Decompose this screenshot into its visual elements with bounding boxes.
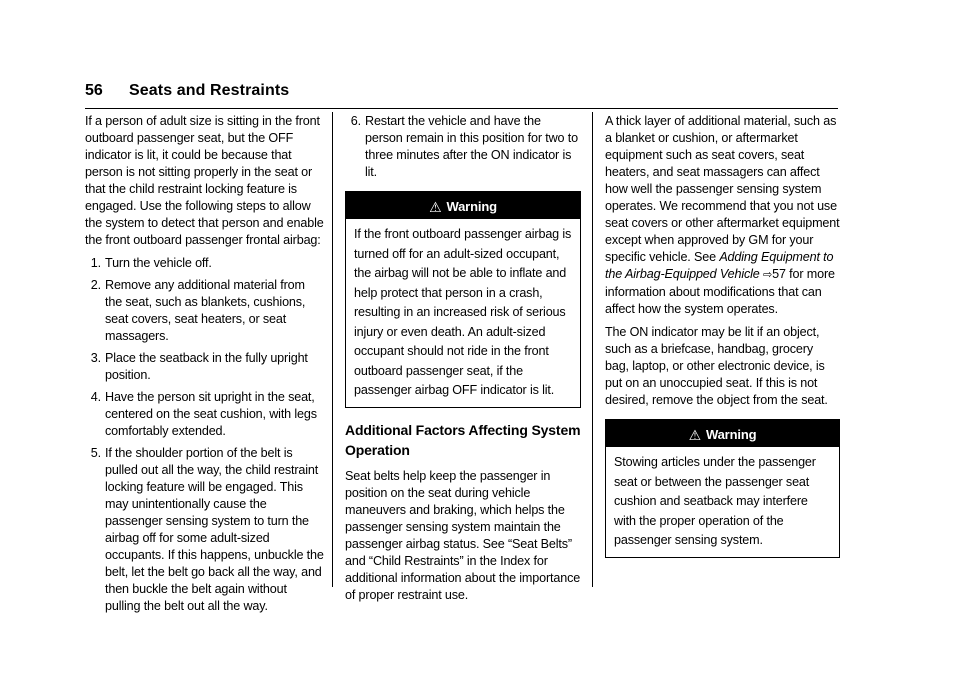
column-divider [332, 112, 333, 587]
subsection-heading: Additional Factors Affecting System Operation [345, 421, 581, 458]
warning-box [605, 419, 840, 558]
list-item: 3. Place the seatback in the fully upright position. [90, 351, 308, 382]
list-item: 2. Remove any additional material from the seat, such as blankets, cushions, seat covers, seat heaters, or seat massagers. [90, 278, 306, 343]
body-paragraph: The ON indicator may be lit if an object, such as a briefcase, handbag, grocery bag, laptop, or other electronic device, is put on an unoccupied seat. If this is not desired, remove the object from the seat. [605, 325, 828, 407]
column-right [605, 113, 840, 570]
intro-paragraph: If a person of adult size is sitting in the front outboard passenger seat, but the OFF indicator is lit, it could be because that person is not sitting properly in the seat or that the child restraint locking feature is engaged. Use the following steps to allow the system to detect that person and enable the front outboard passenger frontal airbag: [85, 114, 324, 247]
body-paragraph: Seat belts help keep the passenger in position on the seat during vehicle maneuvers and braking, which helps the passenger sensing system maintain the passenger airbag status. See “Seat Belts” and “Child Restraints” in the Index for additional information about the importance of proper restraint use. [345, 468, 581, 602]
list-item: 5. If the shoulder portion of the belt is pulled out all the way, the child restraint locking feature will be engaged. This may unintentionally cause the passenger sensing system to turn the airbag off for some adult-sized occupants. If this happens, unbuckle the belt, let the belt go back all the way, and then buckle the belt again without pulling the belt out all the way. [90, 446, 324, 613]
warning-box [345, 191, 581, 408]
body-paragraph: A thick layer of additional material, such as a blanket or cushion, or aftermarket equipment such as seat covers, seat heaters, and seat massagers can affect how well the passenger sensing system operates. We recommend that you not use seat covers or other aftermarket equipment except when approved by GM for your specific vehicle. See Adding Equipment to the Airbag-Equipped Vehicle ⇨57 for more information about modifications that can affect how the system operates. [605, 114, 840, 316]
steps-list-continued [345, 113, 581, 181]
list-item: 1. Turn the vehicle off. [90, 256, 212, 270]
warning-text: If the front outboard passenger airbag is turned off for an adult-sized occupant, the airbag will not be able to inflate and help protect that person in a crash, resulting in an increased risk of serious injury or even death. An adult-sized occupant should not ride in the front outboard passenger seat, if the passenger airbag OFF indicator is lit. [354, 227, 572, 397]
column-left [85, 113, 325, 620]
warning-header [346, 192, 580, 219]
steps-list [85, 255, 325, 615]
warning-title: Warning [446, 199, 497, 214]
warning-title: Warning [705, 427, 757, 442]
warning-triangle-icon: ⚠ [688, 427, 701, 443]
column-divider [592, 112, 593, 587]
page-reference[interactable]: 57 [772, 267, 786, 281]
list-item: 6. Restart the vehicle and have the person remain in this position for two to three minutes after the ON indicator is lit. [350, 114, 578, 179]
warning-text: Stowing articles under the passenger seat or between the passenger seat cushion and seatback may interfere with the proper operation of the passenger sensing system. [614, 455, 816, 547]
page-reference-arrow-icon: ⇨ [763, 269, 773, 281]
page-number: 56 [85, 82, 103, 99]
page-header [85, 82, 838, 109]
column-middle [345, 113, 581, 610]
list-item: 4. Have the person sit upright in the seat, centered on the seat cushion, with legs comfortably extended. [90, 390, 317, 438]
warning-triangle-icon: ⚠ [429, 199, 442, 215]
cross-reference-link[interactable]: Adding Equipment to the Airbag-Equipped Vehicle [605, 250, 834, 281]
warning-header [606, 420, 839, 447]
section-title: Seats and Restraints [129, 82, 290, 99]
